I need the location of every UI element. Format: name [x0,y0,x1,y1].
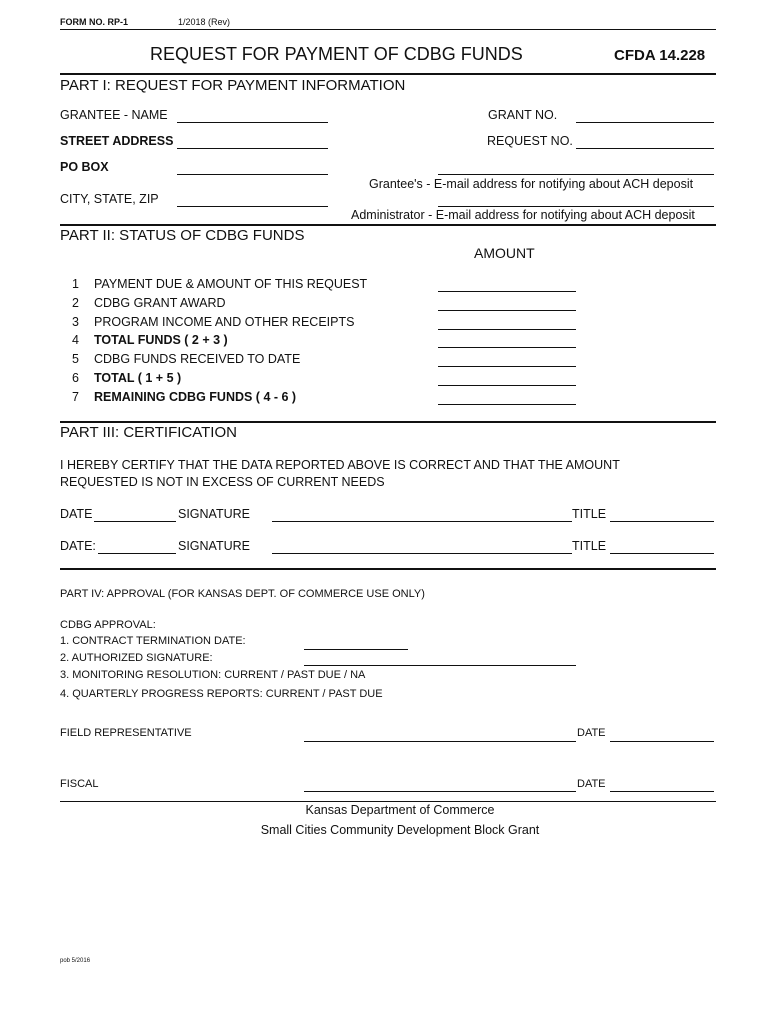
row-number: 7 [72,390,79,404]
row-label: CDBG GRANT AWARD [94,296,226,310]
grantee-email-label: Grantee's - E-mail address for notifying about ACH deposit [369,177,694,191]
grantee-name-field[interactable] [177,122,328,123]
divider [60,224,716,226]
authorized-signature-field[interactable] [304,665,576,666]
date-label: DATE: [60,539,96,553]
signature-field[interactable] [272,521,572,522]
signature-field[interactable] [272,553,572,554]
row-number: 1 [72,277,79,291]
date-field[interactable] [98,553,176,554]
signature-label: SIGNATURE [178,539,250,553]
admin-email-field[interactable] [438,206,714,207]
contract-termination-field[interactable] [304,649,408,650]
amount-field[interactable] [438,291,576,292]
form-title: REQUEST FOR PAYMENT OF CDBG FUNDS [150,44,523,64]
contract-termination-label: 1. CONTRACT TERMINATION DATE: [60,635,246,647]
city-state-zip-field[interactable] [177,206,328,207]
fiscal-field[interactable] [304,791,576,792]
row-number: 2 [72,296,79,310]
divider [60,801,716,802]
date-label: DATE [577,727,606,739]
divider [60,568,716,570]
row-label: CDBG FUNDS RECEIVED TO DATE [94,352,301,366]
amount-column-header: AMOUNT [474,245,535,261]
title-field[interactable] [610,553,714,554]
form-number: FORM NO. RP-1 [60,17,129,27]
amount-field[interactable] [438,385,576,386]
street-address-label: STREET ADDRESS [60,134,174,148]
field-representative-label: FIELD REPRESENTATIVE [60,727,192,739]
divider [60,73,716,75]
date-field[interactable] [610,791,714,792]
po-box-label: PO BOX [60,160,109,174]
amount-field[interactable] [438,329,576,330]
admin-email-label: Administrator - E-mail address for notifying about ACH deposit [351,208,695,222]
program-name: Small Cities Community Development Block Grant [260,823,540,837]
row-label: TOTAL FUNDS ( 2 + 3 ) [94,333,228,347]
date-label: DATE [577,778,606,790]
cdbg-approval-label: CDBG APPROVAL: [60,619,156,631]
request-no-field[interactable] [576,148,714,149]
part2-heading: PART II: STATUS OF CDBG FUNDS [60,227,305,244]
po-box-field[interactable] [177,174,328,175]
signature-label: SIGNATURE [178,507,250,521]
date-label: DATE [60,507,93,521]
title-label: TITLE [572,539,607,553]
form-revision: 1/2018 (Rev) [178,17,231,27]
divider [60,421,716,423]
date-field[interactable] [610,741,714,742]
fiscal-label: FISCAL [60,778,99,790]
footer-code: pob 5/2016 [60,958,91,964]
date-field[interactable] [94,521,176,522]
row-number: 4 [72,333,79,347]
certification-text: REQUESTED IS NOT IN EXCESS OF CURRENT NEEDS [60,475,385,489]
row-label: TOTAL ( 1 + 5 ) [94,371,182,385]
agency-name: Kansas Department of Commerce [305,803,495,817]
divider [60,29,716,30]
title-label: TITLE [572,507,607,521]
grantee-email-field[interactable] [438,174,714,175]
row-number: 5 [72,352,79,366]
part4-heading: PART IV: APPROVAL (FOR KANSAS DEPT. OF COMMERCE USE ONLY) [60,588,425,600]
street-address-field[interactable] [177,148,328,149]
row-number: 3 [72,315,79,329]
cfda-number: CFDA 14.228 [614,47,706,64]
part3-heading: PART III: CERTIFICATION [60,424,237,441]
authorized-signature-label: 2. AUTHORIZED SIGNATURE: [60,652,213,664]
field-representative-field[interactable] [304,741,576,742]
grantee-name-label: GRANTEE - NAME [60,108,168,122]
request-no-label: REQUEST NO. [487,134,573,148]
city-state-zip-label: CITY, STATE, ZIP [60,192,159,206]
grant-no-field[interactable] [576,122,714,123]
amount-field[interactable] [438,366,576,367]
certification-text: I HEREBY CERTIFY THAT THE DATA REPORTED ABOVE IS CORRECT AND THAT THE AMOUNT [60,458,620,472]
amount-field[interactable] [438,404,576,405]
row-label: PROGRAM INCOME AND OTHER RECEIPTS [94,315,355,329]
amount-field[interactable] [438,347,576,348]
amount-field[interactable] [438,310,576,311]
row-number: 6 [72,371,79,385]
row-label: PAYMENT DUE & AMOUNT OF THIS REQUEST [94,277,368,291]
part1-heading: PART I: REQUEST FOR PAYMENT INFORMATION [60,77,406,94]
title-field[interactable] [610,521,714,522]
quarterly-reports-label: 4. QUARTERLY PROGRESS REPORTS: CURRENT / PAST DUE [60,688,383,700]
monitoring-resolution-label: 3. MONITORING RESOLUTION: CURRENT / PAST DUE / NA [60,669,366,681]
row-label: REMAINING CDBG FUNDS ( 4 - 6 ) [94,390,297,404]
grant-no-label: GRANT NO. [488,108,558,122]
